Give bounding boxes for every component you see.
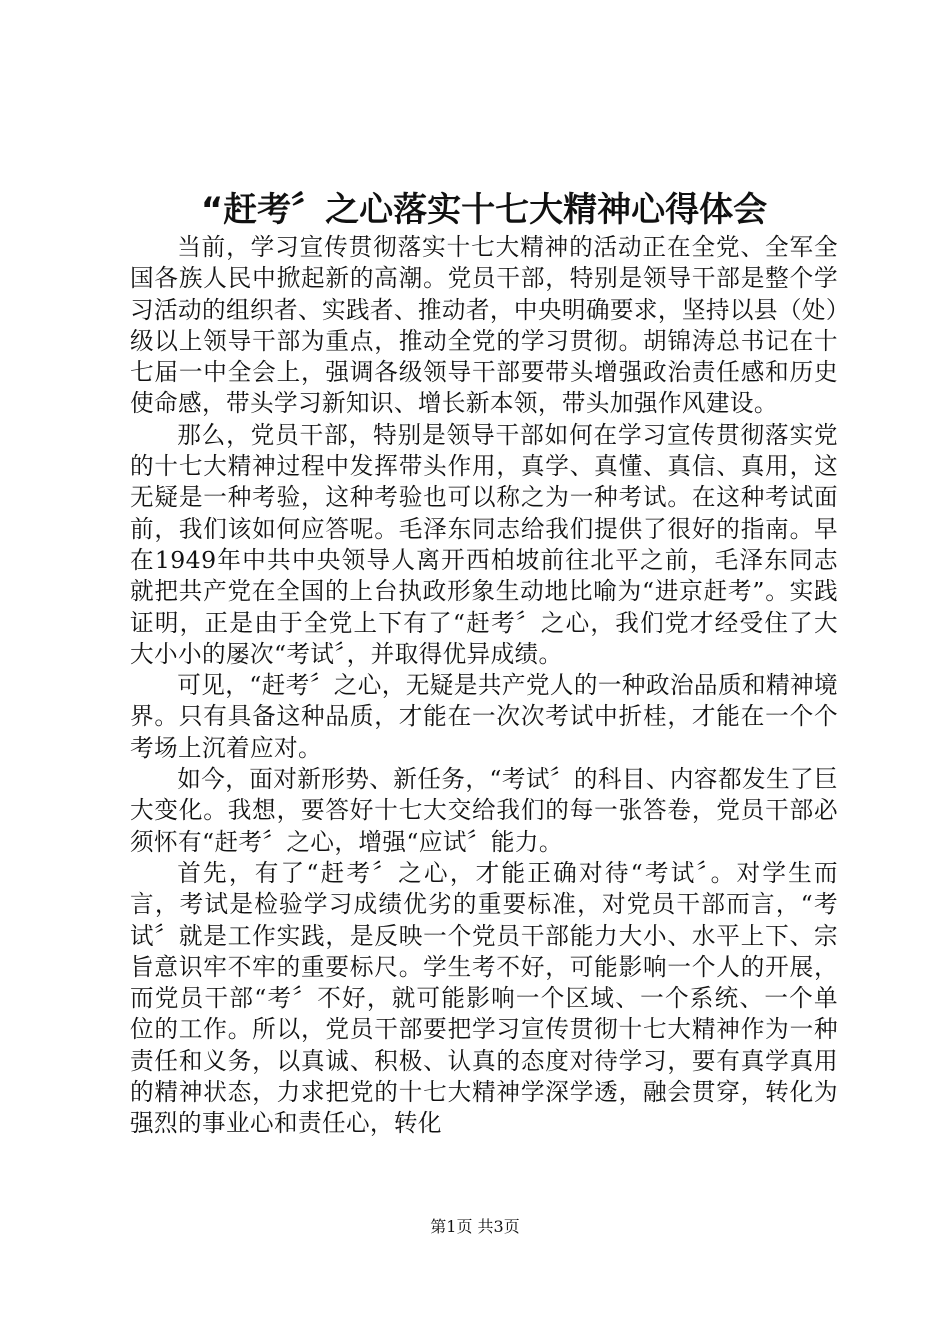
document-body — [130, 232, 838, 1140]
paragraph-2: 那么，党员干部，特别是领导干部如何在学习宣传贯彻落实党的十七大精神过程中发挥带头作用，真学、真懂、真信、真用，这无疑是一种考验，这种考验也可以称之为一种考试。在这种考试面前，我们该如何应答呢。毛泽东同志给我们提供了很好的指南。早在1949年中共中央领导人离开西柏坡前往北平之前，毛泽东同志就把共产党在全国的上台执政形象生动地比喻为“进京赶考”。实践证明，正是由于全党上下有了“赶考〞之心，我们党才经受住了大大小小的屡次“考试〞，并取得优异成绩。 — [130, 420, 838, 668]
paragraph-3: 可见，“赶考〞之心，无疑是共产党人的一种政治品质和精神境界。只有具备这种品质，才能在一次次考试中折桂，才能在一个个考场上沉着应对。 — [130, 671, 838, 762]
document-title: “赶考〞之心落实十七大精神心得体会 — [200, 190, 768, 230]
paragraph-5: 首先，有了“赶考〞之心，才能正确对待“考试〞。对学生而言，考试是检验学习成绩优劣的重要标准，对党员干部而言，“考试〞就是工作实践，是反映一个党员干部能力大小、水平上下、宗旨意识牢不牢的重要标尺。学生考不好，可能影响一个人的开展，而党员干部“考〞不好，就可能影响一个区域、一个系统、一个单位的工作。所以，党员干部要把学习宣传贯彻十七大精神作为一种责任和义务，以真诚、积极、认真的态度对待学习，要有真学真用的精神状态，力求把党的十七大精神学深学透，融会贯穿，转化为强烈的事业心和责任心，转化 — [130, 858, 838, 1138]
paragraph-1: 当前，学习宣传贯彻落实十七大精神的活动正在全党、全军全国各族人民中掀起新的高潮。党员干部，特别是领导干部是整个学习活动的组织者、实践者、推动者，中央明确要求，坚持以县（处）级以上领导干部为重点，推动全党的学习贯彻。胡锦涛总书记在十七届一中全会上，强调各级领导干部要带头增强政治责任感和历史使命感，带头学习新知识、增长新本领，带头加强作风建设。 — [130, 233, 839, 418]
page-number-footer: 第1页 共3页 — [430, 1217, 520, 1236]
paragraph-4: 如今，面对新形势、新任务，“考试〞的科目、内容都发生了巨大变化。我想，要答好十七大交给我们的每一张答卷，党员干部必须怀有“赶考〞之心，增强“应试〞能力。 — [130, 765, 838, 856]
